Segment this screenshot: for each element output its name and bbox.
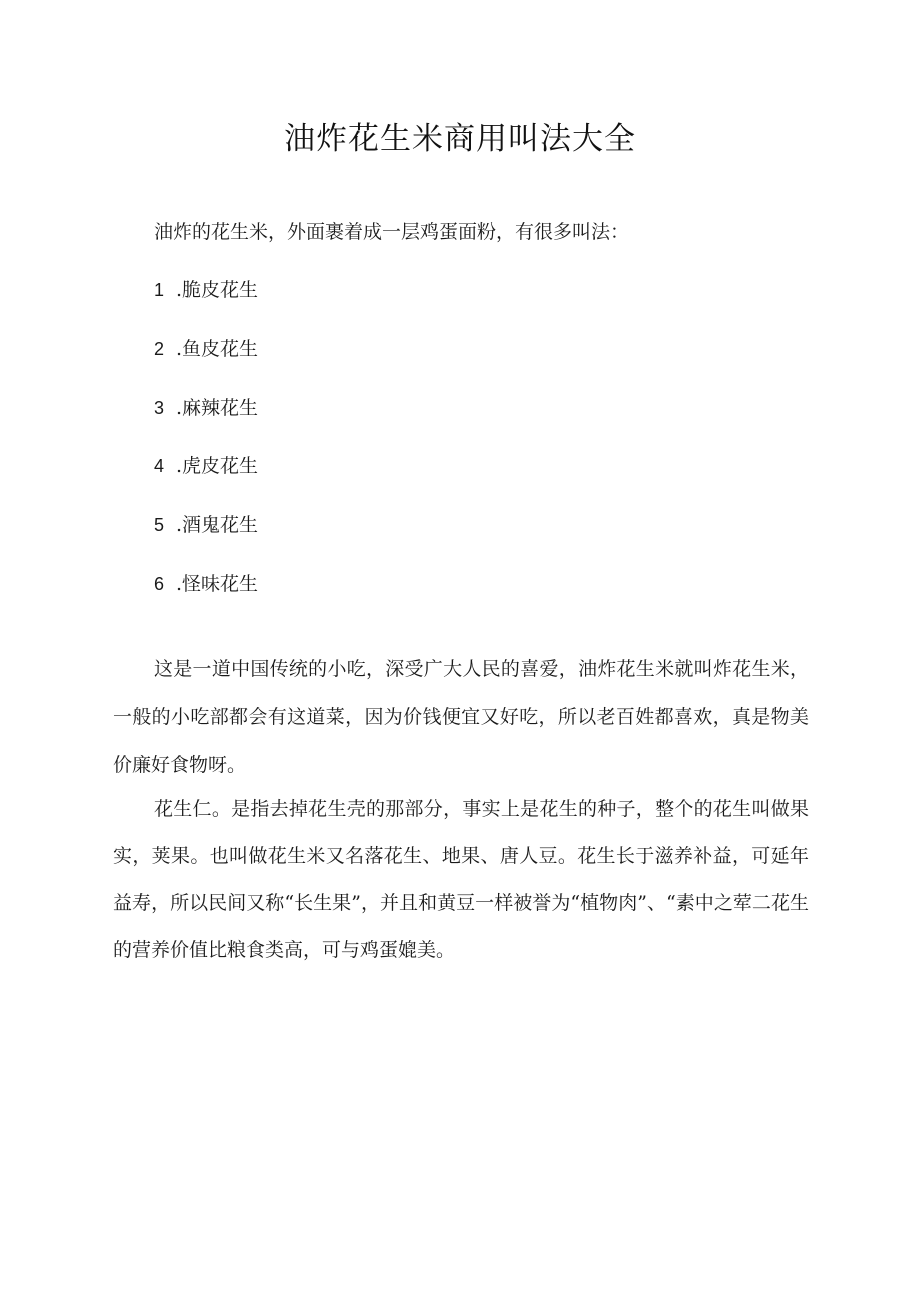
names-list — [154, 275, 258, 628]
intro-paragraph: 油炸的花生米，外面裹着成一层鸡蛋面粉，有很多叫法： — [154, 221, 630, 243]
list-item-text: .麻辣花生 — [176, 396, 259, 419]
body-paragraph-1: 这是一道中国传统的小吃，深受广大人民的喜爱，油炸花生米就叫炸花生米，一般的小吃部都会有这道菜，因为价钱便宜又好吃，所以老百姓都喜欢，真是物美价廉好食物呀。 — [113, 658, 809, 776]
list-item-text: .虎皮花生 — [176, 455, 259, 478]
list-item — [154, 569, 258, 628]
list-item-text: .怪味花生 — [176, 572, 259, 595]
list-item-number: 6 — [154, 573, 165, 594]
body-paragraph-2: 花生仁。是指去掉花生壳的那部分，事实上是花生的种子，整个的花生叫做果实，荚果。也叫做花生米又名落花生、地果、唐人豆。花生长于滋养补益，可延年益寿，所以民间又称“长生果”，并且和黄豆一样被誉为“植物肉”、“素中之荤二花生的营养价值比粮食类高，可与鸡蛋媲美。 — [113, 798, 809, 961]
list-item-number: 3 — [154, 397, 165, 418]
list-item — [154, 275, 258, 334]
list-item — [154, 393, 258, 452]
list-item — [154, 510, 258, 569]
list-item-number: 1 — [154, 280, 165, 300]
list-item — [154, 451, 258, 510]
list-item-number: 4 — [154, 456, 165, 477]
list-item-number: 2 — [154, 338, 165, 359]
list-item-text: .酒鬼花生 — [176, 514, 259, 537]
list-item — [154, 334, 258, 393]
document-title: 油炸花生米商用叫法大全 — [284, 121, 636, 157]
list-item-number: 5 — [154, 515, 165, 536]
list-item-text: .脆皮花生 — [176, 279, 259, 301]
list-item-text: .鱼皮花生 — [176, 337, 259, 360]
